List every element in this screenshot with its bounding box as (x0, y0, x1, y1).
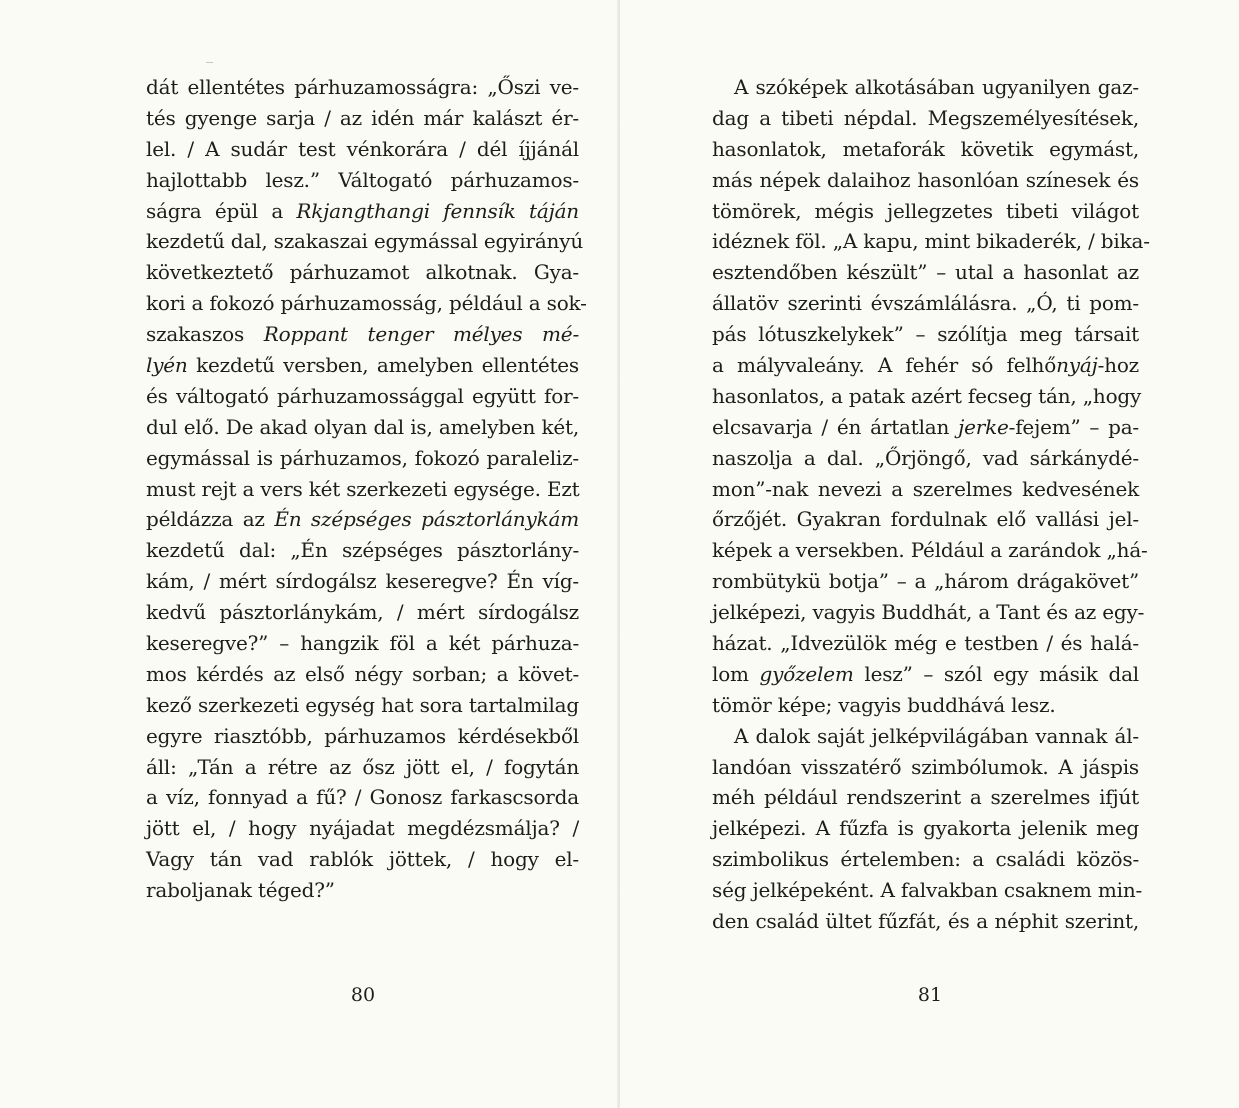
text-line (712, 196, 1139, 227)
right-page (620, 0, 1239, 1108)
text-line (146, 381, 579, 412)
text-line (712, 226, 1150, 257)
text-line (146, 782, 579, 813)
text-segment: tés gyenge sarja / az idén már kalászt ér- (146, 105, 579, 130)
text-segment: kezdetű dal, szakaszai egymással egyirányú (146, 229, 584, 254)
text-line (146, 319, 579, 350)
text-segment: jött el, / hogy nyájadat megdézsmálja? / (146, 816, 579, 841)
text-segment: lom (712, 661, 760, 686)
text-segment: állatöv szerinti évszámlálásra. „Ó, ti pom- (712, 291, 1139, 316)
text-segment: den család ültet fűzfát, és a néphit szerint, (712, 909, 1139, 934)
italic-title-segment: Rkjangthangi fennsík táján (296, 198, 579, 223)
text-line (146, 566, 579, 597)
text-segment: ságra épül a (146, 198, 297, 223)
text-segment: kezdetű dal: „Én szépséges pásztorlány- (146, 538, 579, 563)
text-segment: egymással is párhuzamos, fokozó paraleliz- (146, 445, 579, 470)
text-line (146, 844, 579, 875)
text-line (146, 350, 579, 381)
text-line (712, 782, 1139, 813)
left-page-number: 80 (350, 984, 376, 1006)
text-line (146, 165, 579, 196)
text-segment: landóan visszatérő szimbólumok. A jáspis (712, 754, 1139, 779)
text-line (712, 597, 1145, 628)
text-line (712, 844, 1139, 875)
text-segment: hasonlatok, metaforák követik egymást, (712, 136, 1139, 161)
text-line (146, 257, 579, 288)
text-line (712, 474, 1139, 505)
text-line (712, 504, 1139, 535)
text-line (146, 196, 579, 227)
right-page-text (712, 72, 1150, 937)
text-segment: dag a tibeti népdal. Megszemélyesítések, (712, 105, 1139, 130)
text-line (146, 226, 584, 257)
text-line (712, 103, 1139, 134)
text-segment: hajlottabb lesz.” Váltogató párhuzamos- (146, 167, 579, 192)
text-segment: dul elő. De akad olyan dal is, amelyben két, (146, 414, 579, 439)
text-line (712, 906, 1139, 937)
left-page (0, 0, 619, 1108)
text-segment: jelképezi, vagyis Buddhát, a Tant és az egy- (712, 600, 1145, 625)
text-line (146, 412, 579, 443)
text-line (146, 721, 579, 752)
text-line (712, 443, 1139, 474)
text-line (146, 813, 579, 844)
text-segment: lel. / A sudár test vénkorára / dél íjjánál (146, 136, 579, 161)
text-segment: must rejt a vers két szerkezeti egysége. Ezt (146, 476, 580, 501)
text-line (712, 412, 1139, 443)
text-line (146, 875, 579, 906)
text-line (146, 597, 579, 628)
text-line (146, 288, 587, 319)
italic-title-segment: Roppant tenger mélyes mé- (263, 322, 580, 347)
text-segment: Vagy tán vad rablók jöttek, / hogy el- (146, 847, 579, 872)
text-segment: kám, / mért sírdogálsz keseregve? Én víg- (146, 569, 579, 594)
text-line (712, 257, 1139, 288)
italic-title-segment: Én szépséges pásztorlánykám (274, 507, 579, 532)
text-line (712, 350, 1139, 381)
text-segment: egyre riasztóbb, párhuzamos kérdésekből (146, 723, 579, 748)
text-line (146, 474, 579, 505)
italic-title-segment: győzelem (759, 661, 854, 686)
italic-title-segment: nyáj (1056, 353, 1098, 378)
text-segment: áll: „Tán a rétre az ősz jött el, / fogytán (146, 754, 579, 779)
text-segment: szimbolikus értelemben: a családi közös- (712, 847, 1139, 872)
text-line (146, 752, 579, 783)
text-line (712, 288, 1139, 319)
text-segment: a mályvaleány. A fehér só felhő (712, 353, 1057, 378)
text-line (146, 443, 579, 474)
right-page-number: 81 (917, 984, 943, 1006)
text-segment: mos kérdés az első négy sorban; a követ- (146, 661, 579, 686)
text-segment: elcsavarja / én ártatlan (712, 414, 959, 439)
text-line (712, 628, 1139, 659)
text-segment: idéznek föl. „A kapu, mint bikaderék, / bika- (712, 229, 1150, 254)
text-segment: lesz” – szól egy másik dal (853, 661, 1139, 686)
text-line (712, 535, 1148, 566)
text-segment: kezdetű versben, amelyben ellentétes (187, 353, 579, 378)
text-segment: kező szerkezeti egység hat sora tartalmilag (146, 692, 579, 717)
text-segment: A dalok saját jelképvilágában vannak ál- (734, 723, 1139, 748)
text-segment: pás lótuszkelykek” – szólítja meg társait (712, 322, 1139, 347)
text-segment: méh például rendszerint a szerelmes ifjút (712, 785, 1139, 810)
text-segment: őrzőjét. Gyakran fordulnak elő vallási jel- (712, 507, 1139, 532)
text-line (146, 535, 579, 566)
text-line (712, 659, 1139, 690)
text-segment: kedvű pásztorlánykám, / mért sírdogálsz (146, 600, 579, 625)
text-line (712, 813, 1139, 844)
text-line (146, 690, 579, 721)
text-line (146, 72, 579, 103)
text-segment: házat. „Idvezülök még e testben / és halá- (712, 631, 1139, 656)
text-segment: dát ellentétes párhuzamosságra: „Őszi ve- (146, 75, 579, 99)
text-segment: tömör képe; vagyis buddhává lesz. (712, 692, 1056, 717)
text-line (712, 875, 1143, 906)
text-segment: rombütykü botja” – a „három drágakövet” (712, 569, 1139, 594)
text-line (146, 659, 579, 690)
text-segment: és váltogató párhuzamossággal együtt for- (146, 383, 579, 408)
text-line (712, 72, 1139, 103)
text-segment: szakaszos (146, 322, 264, 347)
text-segment: esztendőben készült” – utal a hasonlat az (712, 260, 1139, 285)
text-line (712, 721, 1139, 752)
italic-title-segment: lyén (146, 353, 188, 378)
text-segment: jelképezi. A fűzfa is gyakorta jelenik meg (712, 816, 1139, 841)
text-segment: más népek dalaihoz hasonlóan színesek és (712, 167, 1139, 192)
text-segment: raboljanak téged?” (146, 878, 335, 903)
text-line (712, 381, 1142, 412)
text-segment: A szóképek alkotásában ugyanilyen gaz- (734, 75, 1139, 99)
text-line (712, 752, 1139, 783)
text-segment: keseregve?” – hangzik föl a két párhuza- (146, 631, 579, 656)
text-line (712, 319, 1139, 350)
text-segment: példázza az (146, 507, 275, 532)
text-segment: ség jelképeként. A falvakban csaknem min- (712, 878, 1143, 903)
text-line (146, 504, 579, 535)
text-segment: -fejem” – pa- (1008, 414, 1139, 439)
left-page-text (146, 72, 587, 906)
text-line (146, 103, 579, 134)
text-segment: tömörek, mégis jellegzetes tibeti világot (712, 198, 1139, 223)
text-line (712, 165, 1139, 196)
text-line (146, 628, 579, 659)
text-segment: hasonlatos, a patak azért fecseg tán, „hogy (712, 383, 1142, 408)
italic-title-segment: jerke (958, 414, 1009, 439)
text-line (146, 134, 579, 165)
text-segment: -hoz (1097, 353, 1139, 378)
text-segment: képek a versekben. Például a zarándok „há- (712, 538, 1148, 563)
text-line (712, 690, 1139, 721)
print-speck (206, 62, 213, 63)
text-segment: a víz, fonnyad a fű? / Gonosz farkascsorda (146, 785, 579, 810)
text-segment: kori a fokozó párhuzamosság, például a sok- (146, 291, 587, 316)
text-segment: mon”-nak nevezi a szerelmes kedvesének (712, 476, 1139, 501)
text-segment: következtető párhuzamot alkotnak. Gya- (146, 260, 579, 285)
text-segment: naszolja a dal. „Őrjöngő, vad sárkánydé- (712, 445, 1139, 470)
text-line (712, 134, 1139, 165)
text-line (712, 566, 1139, 597)
